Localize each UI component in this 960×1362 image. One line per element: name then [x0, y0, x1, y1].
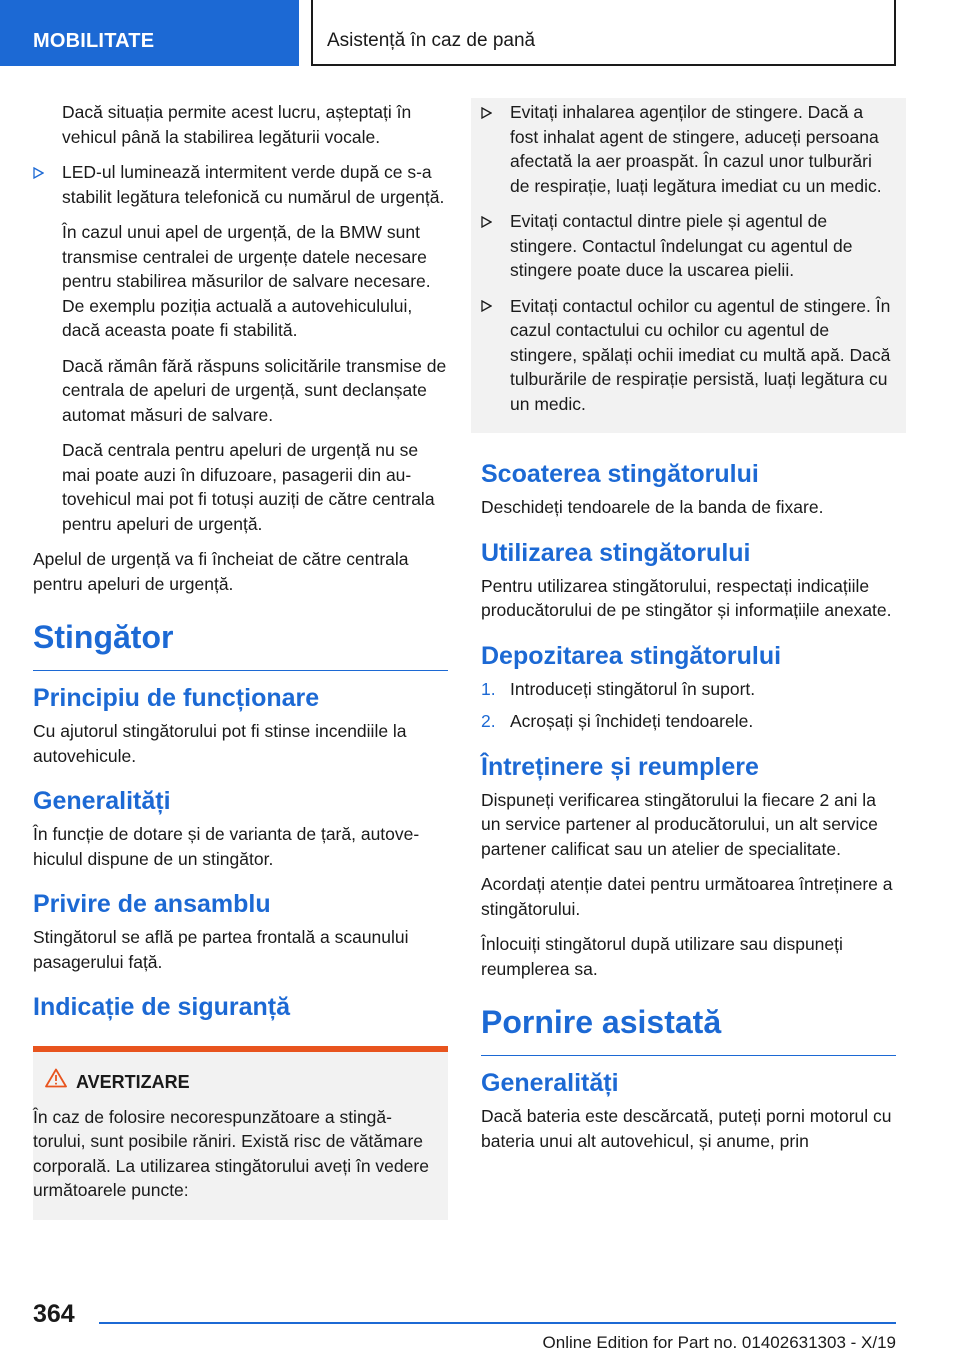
page-header: [0, 0, 960, 66]
section-tab: MOBILITATE: [0, 0, 299, 66]
paragraph: Dacă bateria este descărcată, puteți porni motorul cu bateria unui alt autovehicul, și anume, prin: [481, 1106, 892, 1151]
list-item-text: Evitați contactul ochilor cu agentul de stingere. În cazul contactului cu ochilor cu agentul de stingere, spălați ochii imediat cu multă apă. Dacă tulburările de respirație persistă, luați legătura cu un medic.: [510, 295, 891, 414]
list-item-text: Evitați inhalarea agenților de stingere. Dacă a fost inhalat agent de stingere, aduceți persoana afectată la aer proaspăt. În cazul unor tulburări de respirație, luați legătura imediat cu un medic.: [510, 102, 882, 196]
list-item-text: LED-ul luminează intermitent verde după ce s-a stabilit legătura telefonică cu numărul de urgență.: [62, 162, 445, 207]
paragraph: Acordați atenție datei pentru următoarea întreținere a stingătorului.: [481, 874, 893, 919]
paragraph: În cazul unui apel de urgență, de la BMW sunt transmise centralei de urgențe datele necesare pentru stabilirea măsurilor de salvare necesare. De exemplu poziția actuală a autovehiculului, dacă aceasta poate fi stabilită.: [62, 222, 431, 340]
paragraph: Apelul de urgență va fi încheiat de către centrala pentru apeluri de urgență.: [33, 549, 409, 594]
warning-triangle-icon: [45, 1068, 67, 1095]
list-item: [481, 294, 896, 417]
step-number: 2.: [481, 711, 496, 731]
list-item-text: Evitați contactul dintre piele și agentul de stingere. Contactul îndelungat cu agentul de stingere poate duce la uscarea pielii.: [510, 211, 853, 280]
subheading-privire: Privire de ansamblu: [33, 890, 271, 918]
subheading-generalitati: Generalități: [33, 787, 171, 815]
subheading-intretinere: Întreținere și reumplere: [481, 752, 759, 781]
triangle-right-icon: [481, 294, 492, 319]
step-number: 1.: [481, 678, 496, 699]
warning-title-text: AVERTIZARE: [76, 1072, 190, 1092]
paragraph: Stingătorul se află pe partea frontală a scaunului pasagerului față.: [33, 927, 409, 972]
triangle-right-icon: [33, 160, 44, 185]
subheading-utilizarea: Utilizarea stingătorului: [481, 538, 751, 567]
list-item: [481, 709, 896, 734]
left-column: [33, 100, 448, 1220]
paragraph: În funcție de dotare și de varianta de țară, autovehiculul dispune de un stingător.: [33, 824, 420, 869]
page-number: 364: [33, 1300, 75, 1328]
warning-text: În caz de folosire necorespunzătoare a stingătorului, sunt posibile răniri. Există risc de vătămare corporală. La utilizarea stingătorului aveți în vedere următoarele puncte:: [33, 1106, 429, 1200]
list-item: [481, 677, 896, 702]
subheading-scoaterea: Scoaterea stingătorului: [481, 460, 759, 488]
section-heading-pornire: Pornire asistată: [481, 1003, 896, 1056]
paragraph: Dacă situația permite acest lucru, așteptați în vehicul până la stabilirea legăturii vocale.: [62, 102, 412, 147]
triangle-right-icon: [481, 100, 492, 125]
edition-text: Online Edition for Part no. 01402631303 - X/19: [542, 1333, 896, 1352]
warning-box-continued: [471, 98, 906, 433]
step-text: Introduceți stingătorul în suport.: [510, 678, 756, 699]
list-item: [33, 160, 448, 209]
warning-title: [33, 1070, 438, 1095]
list-item: [481, 100, 896, 198]
footer-divider: [99, 1322, 896, 1324]
triangle-right-icon: [481, 209, 492, 234]
paragraph: Pentru utilizarea stingătorului, respectați indicațiile producătorului de pe stingător și informațiile anexate.: [481, 575, 892, 620]
warning-box: [33, 1046, 448, 1220]
right-column: [481, 100, 896, 1164]
paragraph: Cu ajutorul stingătorului pot fi stinse incendiile la autovehicule.: [33, 721, 407, 766]
subheading-principiu: Principiu de funcționare: [33, 684, 320, 712]
list-item: [481, 209, 896, 283]
subheading-generalitati-2: Generalități: [481, 1069, 619, 1097]
paragraph: Dispuneți verificarea stingătorului la fiecare 2 ani la un service partener al producătorului, un alt service partener calificat sau un atelier de specialitate.: [481, 789, 878, 859]
paragraph: Înlocuiți stingătorul după utilizare sau dispuneți reumplerea sa.: [481, 934, 843, 979]
subheading-depozitarea: Depozitarea stingătorului: [481, 641, 782, 670]
step-text: Acroșați și închideți tendoarele.: [510, 711, 754, 731]
subsection-title: Asistență în caz de pană: [311, 0, 896, 66]
paragraph: Dacă centrala pentru apeluri de urgență nu se mai poate auzi în difuzoare, pasagerii din autovehicul mai pot fi totuși auziți de către centrala pentru apeluri de urgență.: [62, 440, 435, 534]
section-heading-stingator: Stingător: [33, 618, 448, 671]
paragraph: Deschideți tendoarele de la banda de fixare.: [481, 497, 824, 517]
subheading-indicatie: Indicație de siguranță: [33, 993, 291, 1021]
paragraph: Dacă rămân fără răspuns solicitările transmise de centrala de apeluri de urgență, sunt declanșate automat măsuri de salvare.: [62, 355, 447, 425]
